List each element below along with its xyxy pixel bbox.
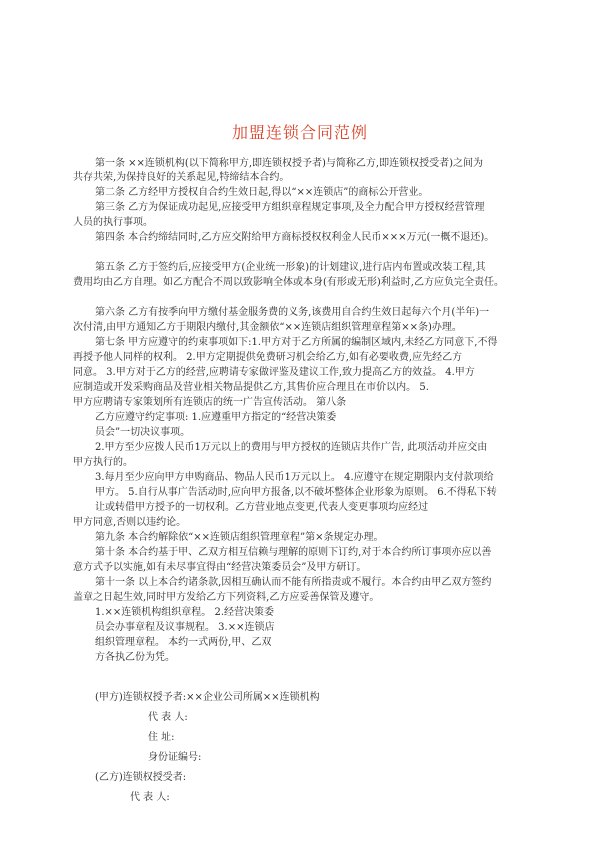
text-line: 员会”一切决议事项。 xyxy=(95,427,191,438)
text-line: 第三条 乙方为保证成功起见,应接受甲方组织章程规定事项,及全力配合甲方授权经营管理 xyxy=(95,202,485,213)
text-line: 人员的执行事项。 xyxy=(73,217,153,228)
text-line: 甲方执行的。 xyxy=(73,457,133,468)
text-line: 让或转借甲方授予的一切权利。乙方营业地点变更,代表人变更事项均应经过 xyxy=(95,502,429,513)
signature-line: 代 表 人: xyxy=(130,792,170,803)
text-line: 费用均由乙方自理。如乙方配合不周以致影响全体或本身(有形或无形)利益时,乙方应负完全责任。 xyxy=(73,277,504,288)
text-line: 甲方应聘请专家策划所有连锁店的统一广告宣传活动。 第八条 xyxy=(73,397,347,408)
text-line: 方各执乙份为凭。 xyxy=(95,652,175,663)
text-line: 第七条 甲方应遵守的约束事项如下:1.甲方对于乙方所属的编制区域内,未经乙方同意下,不得 xyxy=(95,337,498,348)
text-line: 应制造或开发采购商品及营业相关物品提供乙方,其售价应合理且在市价以内。 5. xyxy=(73,382,429,393)
text-line: 第九条 本合约解除依“××连锁店组织管理章程”第×条规定办理。 xyxy=(95,532,384,543)
text-line: 员会办事章程及议事规程。 3.××连锁店 xyxy=(95,622,275,633)
text-line: 第六条 乙方有按季向甲方缴付基金服务费的义务,该费用自合约生效日起每六个月(半年)一 xyxy=(95,307,490,318)
text-line: 1.××连锁机构组织章程。 2.经营决策委 xyxy=(95,607,275,618)
text-line: 第五条 乙方于签约后,应接受甲方(企业统一形象)的计划建议,进行店内布置或改装工程,其 xyxy=(95,262,486,273)
signature-line: (乙方)连锁权授受者: xyxy=(95,772,187,783)
text-line: 组织管理章程。 本约一式两份,甲、乙双 xyxy=(95,637,272,648)
signature-line: 代 表 人: xyxy=(148,712,188,723)
text-line: 同意。 3.甲方对于乙方的经营,应聘请专家做评鉴及建议工作,致力提高乙方的效益。 4.甲方 xyxy=(73,367,475,378)
text-line: 第一条 ××连锁机构(以下简称甲方,即连锁权授予者)与简称乙方,即连锁权授受者)之间为 xyxy=(95,158,483,169)
text-line: 第二条 乙方经甲方授权自合约生效日起,得以“××连锁店”的商标公开营业。 xyxy=(95,187,429,198)
text-line: 再授予他人同样的权利。 2.甲方定期提供免费研习机会给乙方,如有必要收费,应先经乙方 xyxy=(73,352,463,363)
text-line: 次付清,由甲方通知乙方于期限内缴付,其金额依“××连锁店组织管理章程第××条)办理。 xyxy=(73,322,462,333)
text-line: 第十条 本合约基于甲、乙双方相互信赖与理解的原则下订约,对于本合约所订事项亦应以善 xyxy=(95,547,492,558)
text-line: 乙方应遵守约定事项: 1.应遵重甲方指定的“经营决策委 xyxy=(95,412,337,423)
text-line: 盖章之日起生效,同时甲方发给乙方下列资料,乙方应妥善保管及遵守。 xyxy=(73,592,380,603)
signature-line: 住 址: xyxy=(148,732,175,743)
text-line: 意方式予以实施,如有未尽事宜得由“经营决策委员会”及甲方研订。 xyxy=(73,562,367,573)
text-line: 甲方同意,否则以违约论。 xyxy=(73,517,187,528)
signature-line: 身份证编号: xyxy=(148,752,202,763)
text-line: 第四条 本合约缔结同时,乙方应交附给甲方商标授权权利金人民币×××万元(一概不退还)。 xyxy=(95,232,495,243)
text-line: 3.每月至少应向甲方申购商品、物品人民币1万元以上。 4.应遵守在规定期限内支付款项给 xyxy=(95,472,494,483)
document-title: 加盟连锁合同范例 xyxy=(231,123,368,142)
text-line: 第十一条 以上本合约诸条款,因相互确认而不能有所指责或不履行。本合约由甲乙双方签约 xyxy=(95,577,492,588)
text-line: 共存共荣,为保持良好的关系起见,特缔结本合约。 xyxy=(73,172,290,183)
text-line: 2.甲方至少应拨人民币1万元以上的费用与甲方授权的连锁店共作广告, 此项活动并应交由 xyxy=(95,442,488,453)
signature-line: (甲方)连锁权授予者:××企业公司所属××连锁机构 xyxy=(95,692,320,703)
text-line: 甲方。 5.自行从事广告活动时,应向甲方报备,以不破坏整体企业形象为原则。 6.不得私下转 xyxy=(95,487,497,498)
